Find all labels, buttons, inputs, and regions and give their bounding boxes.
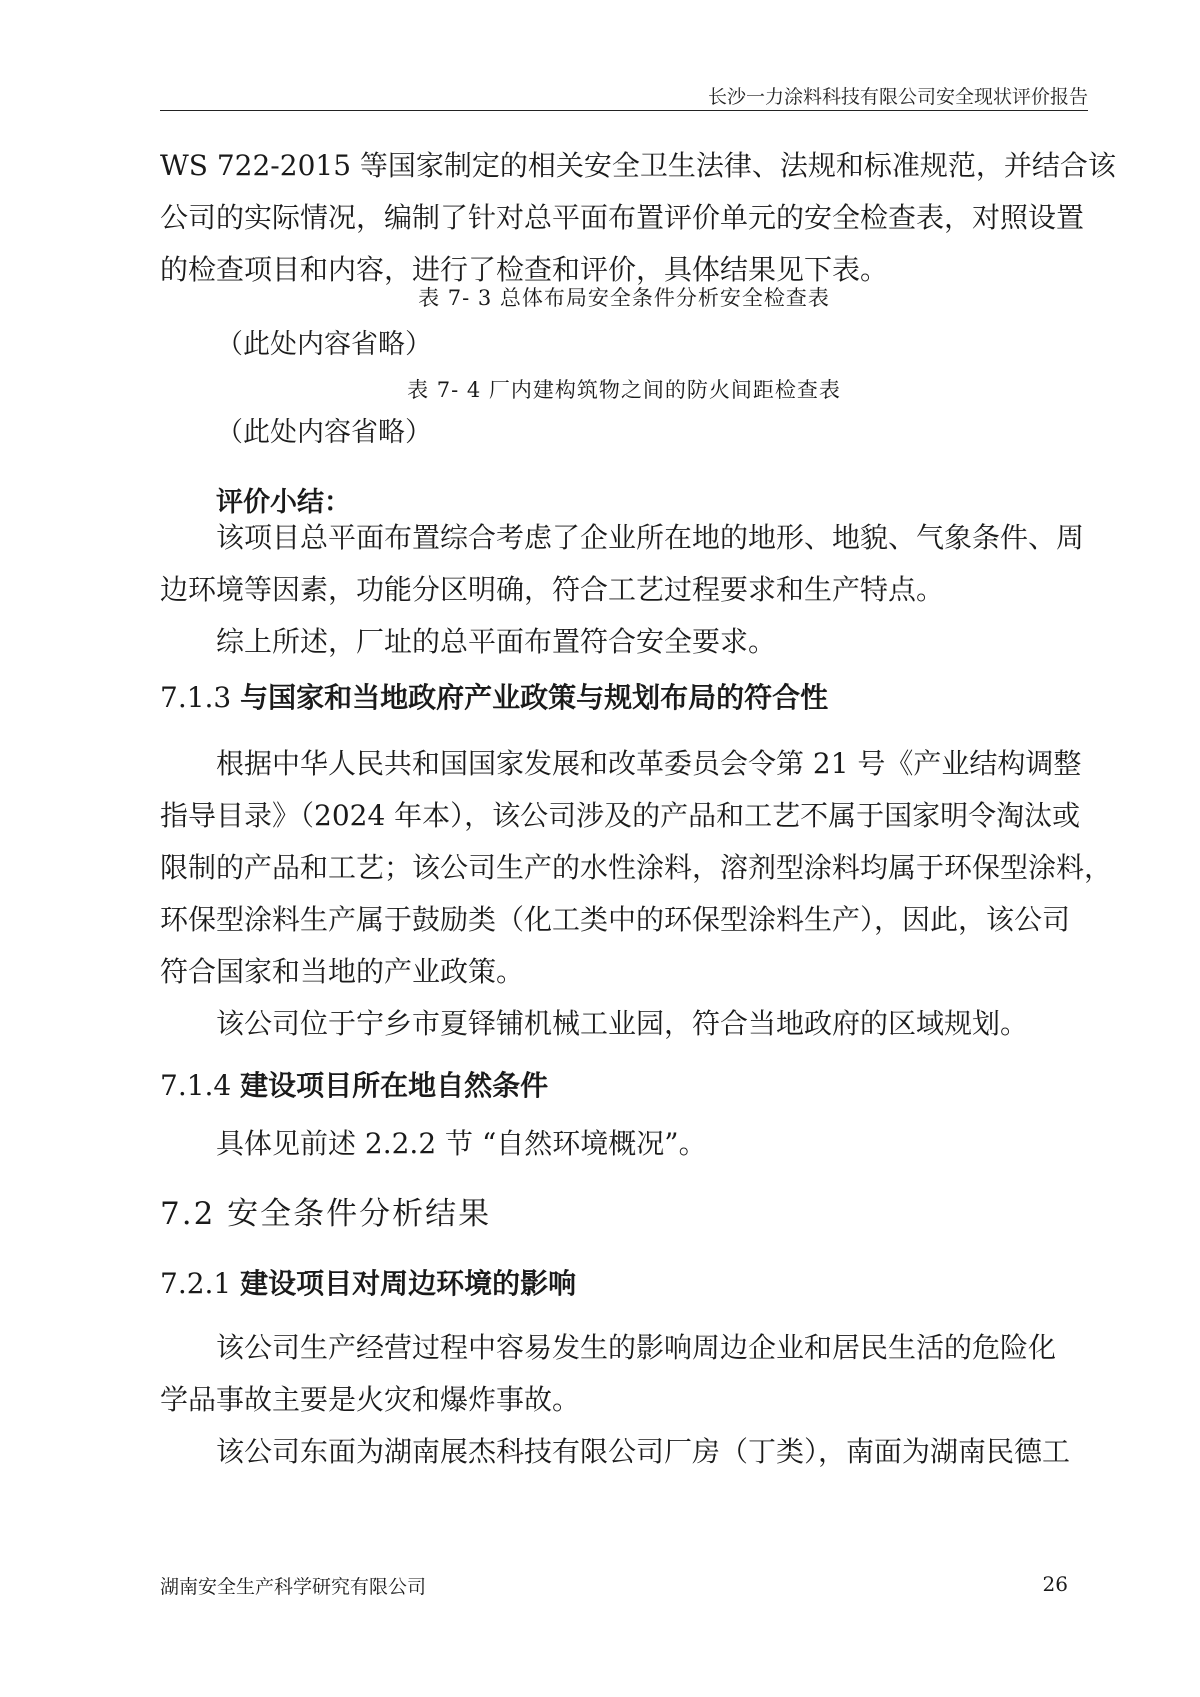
section-heading-7-2 bbox=[160, 1188, 491, 1233]
body-line: 限制的产品和工艺；该公司生产的水性涂料，溶剂型涂料均属于环保型涂料， bbox=[160, 851, 1113, 884]
section-heading-7-2-1 bbox=[160, 1262, 576, 1302]
section-title: 与国家和当地政府产业政策与规划布局的符合性 bbox=[240, 681, 829, 714]
section-number: 7.2.1 bbox=[160, 1267, 232, 1300]
content-omitted-note: （此处内容省略） bbox=[216, 329, 432, 360]
page-number: 26 bbox=[1042, 1572, 1068, 1596]
body-line: WS 722-2015 等国家制定的相关安全卫生法律、法规和标准规范，并结合该 bbox=[160, 149, 1116, 182]
section-heading-7-1-3 bbox=[160, 676, 828, 716]
section-heading-7-1-4 bbox=[160, 1064, 548, 1104]
body-line: 环保型涂料生产属于鼓励类（化工类中的环保型涂料生产），因此，该公司 bbox=[160, 903, 1071, 936]
section-number: 7.2 bbox=[160, 1196, 216, 1232]
body-line: 学品事故主要是火灾和爆炸事故。 bbox=[160, 1383, 581, 1416]
table-caption-7-4: 表 7- 4 厂内建构筑物之间的防火间距检查表 bbox=[407, 378, 841, 402]
footer-organization: 湖南安全生产科学研究有限公司 bbox=[160, 1576, 427, 1598]
body-line: 该公司生产经营过程中容易发生的影响周边企业和居民生活的危险化 bbox=[216, 1331, 1057, 1364]
body-line: 根据中华人民共和国国家发展和改革委员会令第 21 号《产业结构调整 bbox=[216, 747, 1082, 780]
body-line: 的检查项目和内容，进行了检查和评价，具体结果见下表。 bbox=[160, 253, 889, 286]
section-number: 7.1.3 bbox=[160, 681, 232, 714]
body-line: 综上所述，厂址的总平面布置符合安全要求。 bbox=[216, 625, 777, 658]
body-line: 具体见前述 2.2.2 节 “自然环境概况”。 bbox=[216, 1127, 707, 1160]
body-line: 指导目录》（2024 年本），该公司涉及的产品和工艺不属于国家明令淘汰或 bbox=[160, 799, 1081, 832]
section-title: 建设项目所在地自然条件 bbox=[240, 1069, 549, 1102]
section-number: 7.1.4 bbox=[160, 1069, 232, 1102]
section-title: 建设项目对周边环境的影响 bbox=[240, 1267, 577, 1300]
body-line: 公司的实际情况，编制了针对总平面布置评价单元的安全检查表，对照设置 bbox=[160, 201, 1085, 234]
body-line: 该公司东面为湖南展杰科技有限公司厂房（丁类），南面为湖南民德工 bbox=[216, 1435, 1071, 1468]
table-caption-7-3: 表 7- 3 总体布局安全条件分析安全检查表 bbox=[418, 286, 830, 310]
content-omitted-note: （此处内容省略） bbox=[216, 417, 432, 448]
body-line: 该项目总平面布置综合考虑了企业所在地的地形、地貌、气象条件、周 bbox=[216, 521, 1085, 554]
page-header-title: 长沙一力涂料科技有限公司安全现状评价报告 bbox=[707, 86, 1088, 108]
body-line: 该公司位于宁乡市夏铎铺机械工业园，符合当地政府的区域规划。 bbox=[216, 1007, 1029, 1040]
body-line: 符合国家和当地的产业政策。 bbox=[160, 955, 525, 988]
section-title: 安全条件分析结果 bbox=[227, 1196, 492, 1232]
summary-heading: 评价小结： bbox=[216, 487, 351, 518]
body-line: 边环境等因素，功能分区明确，符合工艺过程要求和生产特点。 bbox=[160, 573, 945, 606]
header-rule bbox=[160, 110, 1088, 111]
